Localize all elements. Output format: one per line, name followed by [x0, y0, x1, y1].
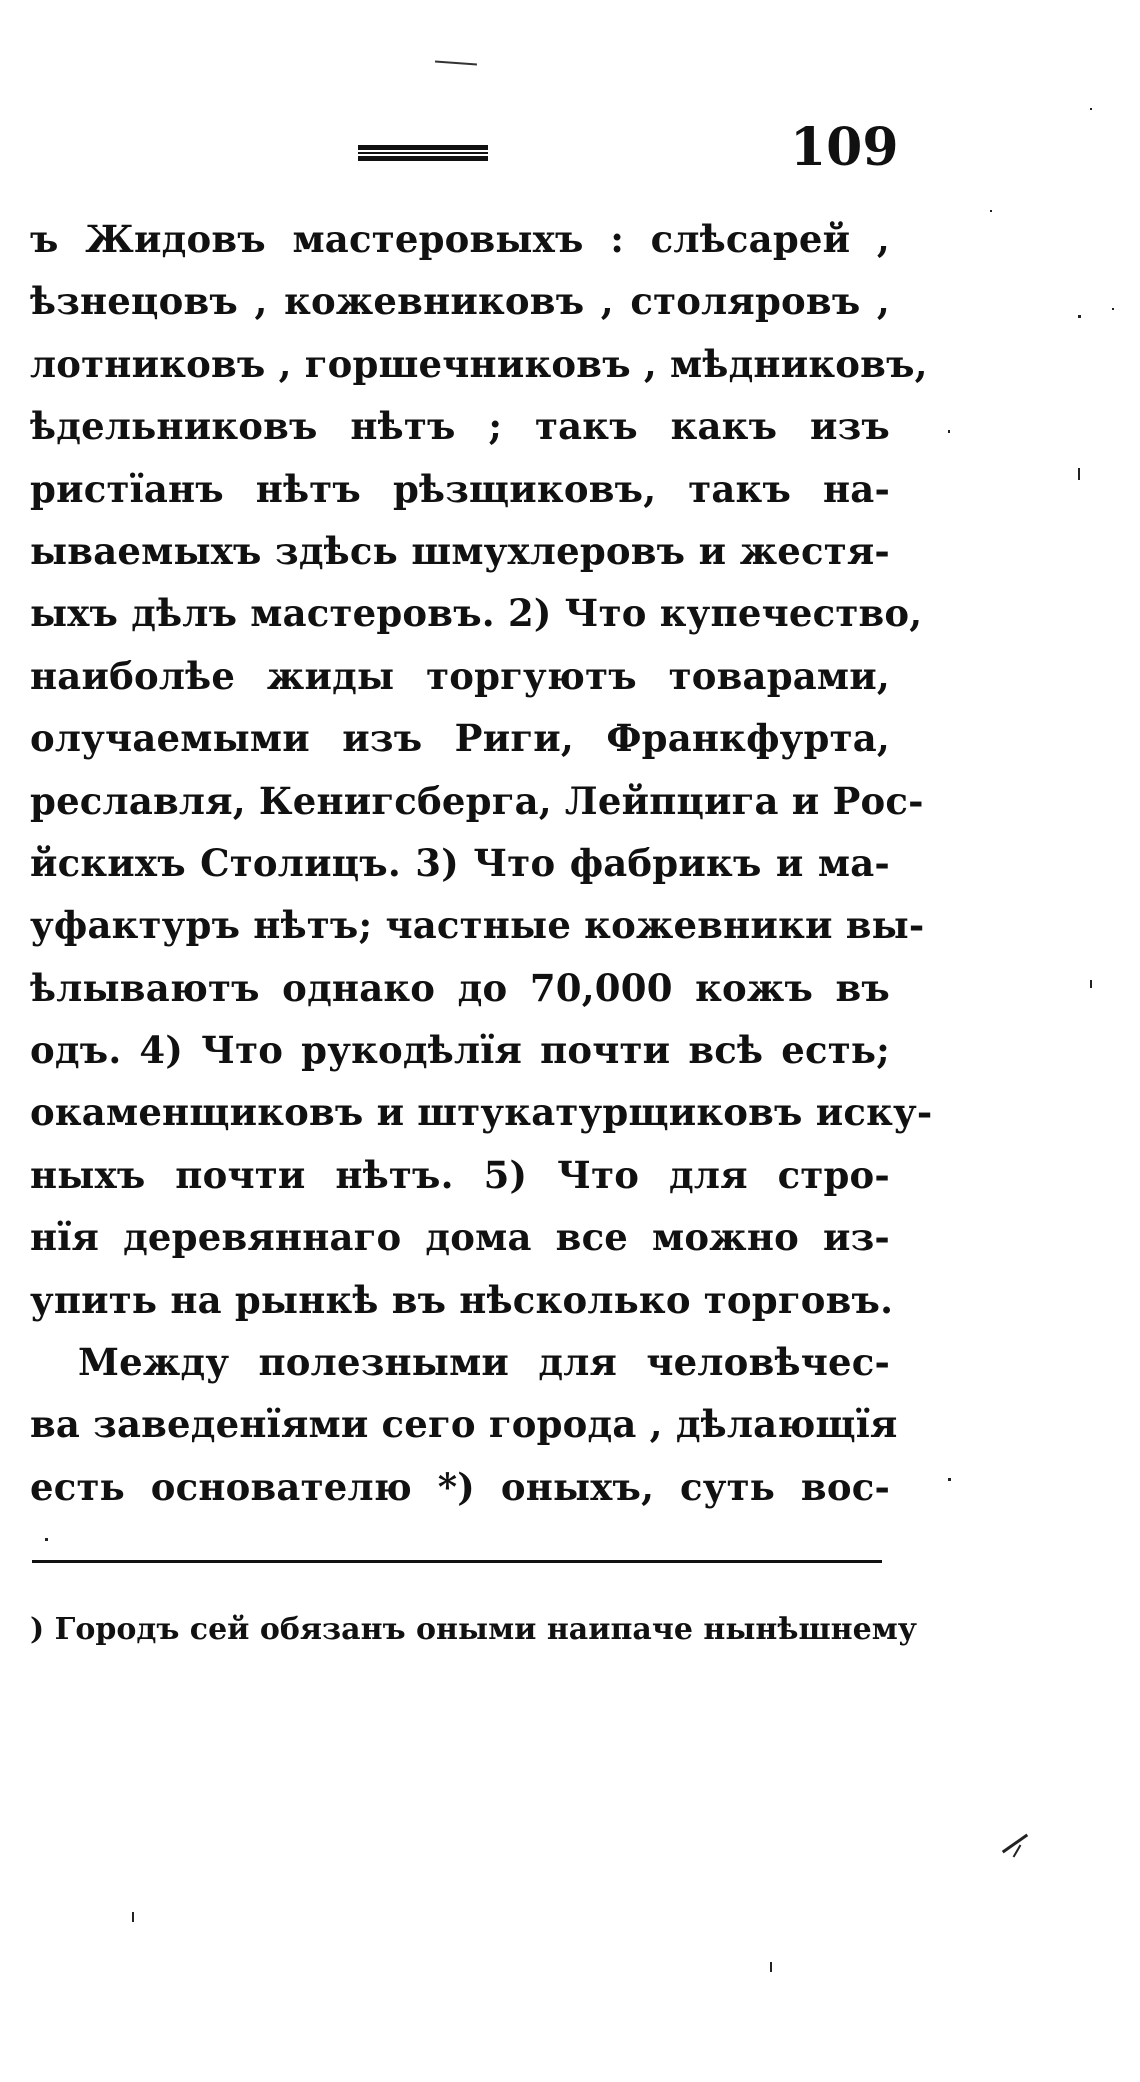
text-line: ва заведенїями сего города , дѣлающїя — [30, 1402, 898, 1447]
scan-speck — [770, 1962, 772, 1972]
scan-speck — [1078, 315, 1081, 318]
scan-speck — [948, 430, 950, 433]
text-line: ѣдельниковъ нѣтъ ; такъ какъ изъ — [30, 404, 890, 449]
text-line: ъ Жидовъ мастеровыхъ : слѣсарей , — [30, 217, 890, 261]
scan-speck — [1013, 1844, 1022, 1857]
text-line: есть основателю *) оныхъ, суть вос- — [30, 1464, 890, 1509]
body-text — [30, 208, 933, 1518]
page-number: 109 — [790, 117, 899, 178]
text-line: лотниковъ , горшечниковъ , мѣдниковъ, — [30, 341, 928, 386]
scan-speck — [948, 1478, 951, 1481]
scan-speck — [132, 1912, 134, 1922]
footnote-separator-rule — [32, 1560, 882, 1563]
text-line: уфактуръ нѣтъ; частные кожевники вы- — [30, 903, 925, 948]
paragraph-start-line: Между полезными для человѣчес- — [78, 1340, 890, 1385]
text-line: одъ. 4) Что рукодѣлїя почти всѣ есть; — [30, 1028, 890, 1073]
text-line: упить на рынкѣ въ нѣсколько торговъ. — [30, 1277, 894, 1322]
scan-speck — [1078, 468, 1080, 480]
top-dash-mark — [435, 61, 477, 66]
text-line: олучаемыми изъ Риги, Франкфурта, — [30, 716, 890, 761]
scan-speck — [990, 210, 992, 212]
scan-speck — [1090, 980, 1092, 988]
header-ornamental-rule — [358, 145, 488, 161]
text-line: ываемыхъ здѣсь шмухлеровъ и жестя- — [30, 528, 890, 573]
text-line: реславля, Кенигсберга, Лейпцига и Рос- — [30, 778, 924, 823]
text-line: ристїанъ нѣтъ рѣзщиковъ, такъ на- — [30, 466, 890, 511]
scan-speck — [1090, 108, 1092, 110]
text-line: йскихъ Столицъ. 3) Что фабрикъ и ма- — [30, 840, 890, 885]
scan-speck — [45, 1538, 48, 1541]
scan-speck — [1112, 308, 1114, 310]
text-line: наиболѣе жиды торгуютъ товарами, — [30, 653, 890, 698]
text-line: ѣзнецовъ , кожевниковъ , столяровъ , — [30, 279, 890, 324]
text-line: ѣлываютъ однако до 70,000 кожъ въ — [30, 965, 890, 1010]
text-line: нїя деревяннаго дома все можно из- — [30, 1215, 890, 1260]
text-line: ныхъ почти нѣтъ. 5) Что для стро- — [30, 1152, 890, 1197]
text-line: ыхъ дѣлъ мастеровъ. 2) Что купечество, — [30, 591, 923, 636]
footnote: ) Городъ сей обязанъ оными наипаче нынѣшнему — [30, 1612, 917, 1647]
text-line: окаменщиковъ и штукатурщиковъ иску- — [30, 1090, 933, 1135]
